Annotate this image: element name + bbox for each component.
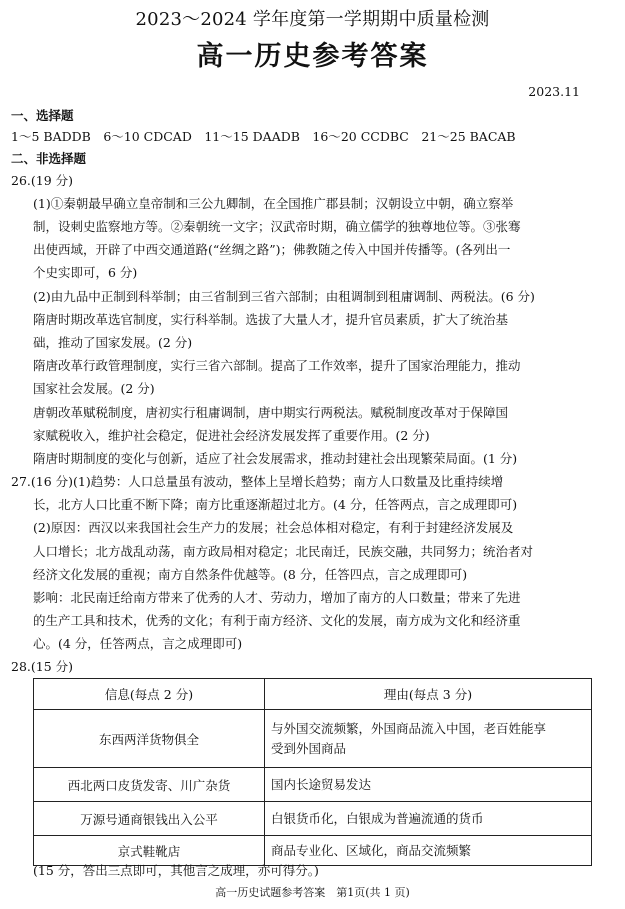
reason-line: 受到外国商品	[271, 740, 347, 756]
answer-line: 1～5 BADDB 6～10 CDCAD 11～15 DAADB 16～20 CCDBC 21～25 BACAB	[11, 129, 516, 144]
scoring-note: (15 分，答出三点即可，其他言之成理，亦可得分。)	[33, 863, 319, 878]
answer-line: 经济文化发展的重视；南方自然条件优越等。(8 分，任答四点，言之成理即可)	[33, 567, 468, 582]
answer-line: 心。(4 分，任答两点，言之成理即可)	[33, 636, 243, 651]
answer-line: 家赋税收入，维护社会稳定，促进社会经济发展发挥了重要作用。(2 分)	[33, 428, 430, 443]
table-cell-info: 京式鞋靴店	[34, 836, 265, 866]
answer-line: 人口增长；北方战乱动荡，南方政局相对稳定；北民南迁，民族交融，共同努力；统治者对	[33, 544, 534, 559]
answer-line: 的生产工具和技术，优秀的文化；有利于南方经济、文化的发展，南方成为文化和经济重	[33, 613, 521, 628]
exam-title: 2023～2024 学年度第一学期期中质量检测	[135, 9, 490, 30]
table-row	[34, 710, 592, 768]
table-cell-reason: 商品专业化、区域化，商品交流频繁	[265, 836, 592, 866]
answer-line: 隋唐改革行政管理制度，实行三省六部制。提高了工作效率，提升了国家治理能力，推动	[33, 358, 521, 373]
answer-line: 国家社会发展。(2 分)	[33, 381, 155, 396]
table-row	[34, 802, 592, 836]
answer-line: 影响：北民南迁给南方带来了优秀的人才、劳动力，增加了南方的人口数量；带来了先进	[33, 590, 521, 605]
answer-line: 隋唐时期制度的变化与创新，适应了社会发展需求，推动封建社会出现繁荣局面。(1 分)	[33, 451, 518, 466]
table-header-row	[34, 679, 592, 710]
answer-line: 出使西域，开辟了中西交通道路(“丝绸之路”)；佛教随之传入中国并传播等。(各列出一	[33, 242, 511, 257]
answer-line: 26.(19 分)	[11, 173, 74, 188]
table-row	[34, 768, 592, 802]
table-header-reason: 理由(每点 3 分)	[265, 679, 592, 710]
answer-line: (2)由九品中正制到科举制；由三省制到三省六部制；由租调制到租庸调制、两税法。(6 分)	[33, 289, 535, 304]
table-cell-info: 西北两口皮货发寄、川广杂货	[34, 768, 265, 802]
answer-line: 个史实即可，6 分)	[33, 265, 138, 280]
answer-line: 27.(16 分)(1)趋势：人口总量虽有波动，整体上呈增长趋势；南方人口数量及比重持续增	[11, 474, 504, 489]
table-cell-info: 东西两洋货物俱全	[34, 710, 265, 768]
table-cell-reason: 国内长途贸易发达	[265, 768, 592, 802]
section-heading: 二、非选择题	[11, 151, 87, 166]
table-row	[34, 836, 592, 866]
table-cell-reason: 白银货币化，白银成为普遍流通的货币	[265, 802, 592, 836]
page-footer: 高一历史试题参考答案 第1页(共 1 页)	[215, 886, 410, 899]
answer-table-28	[33, 678, 592, 866]
answer-line: 隋唐时期改革选官制度，实行科举制。选拔了大量人才，提升官员素质，扩大了统治基	[33, 312, 509, 327]
answer-line: 28.(15 分)	[11, 659, 74, 674]
answer-line: 础，推动了国家发展。(2 分)	[33, 335, 193, 350]
answer-line: 制，设刺史监察地方等。②秦朝统一文字；汉武帝时期，确立儒学的独尊地位等。③张骞	[33, 219, 521, 234]
answer-line: 长，北方人口比重不断下降；南方比重逐渐超过北方。(4 分，任答两点，言之成理即可)	[33, 497, 518, 512]
answer-line: 唐朝改革赋税制度，唐初实行租庸调制，唐中期实行两税法。赋税制度改革对于保障国	[33, 405, 509, 420]
answer-line: (2)原因：西汉以来我国社会生产力的发展；社会总体相对稳定，有利于封建经济发展及	[33, 520, 514, 535]
table-header-info: 信息(每点 2 分)	[34, 679, 265, 710]
page-title: 高一历史参考答案	[196, 41, 429, 72]
section-heading: 一、选择题	[11, 108, 74, 123]
reason-line: 与外国交流频繁，外国商品流入中国，老百姓能享	[271, 720, 547, 736]
answer-line: (1)①秦朝最早确立皇帝制和三公九卿制，在全国推广郡县制；汉朝设立中朝，确立察举	[33, 196, 514, 211]
table-cell-info: 万源号通商银钱出入公平	[34, 802, 265, 836]
document-date: 2023.11	[528, 84, 580, 99]
table-cell-reason	[265, 710, 592, 768]
